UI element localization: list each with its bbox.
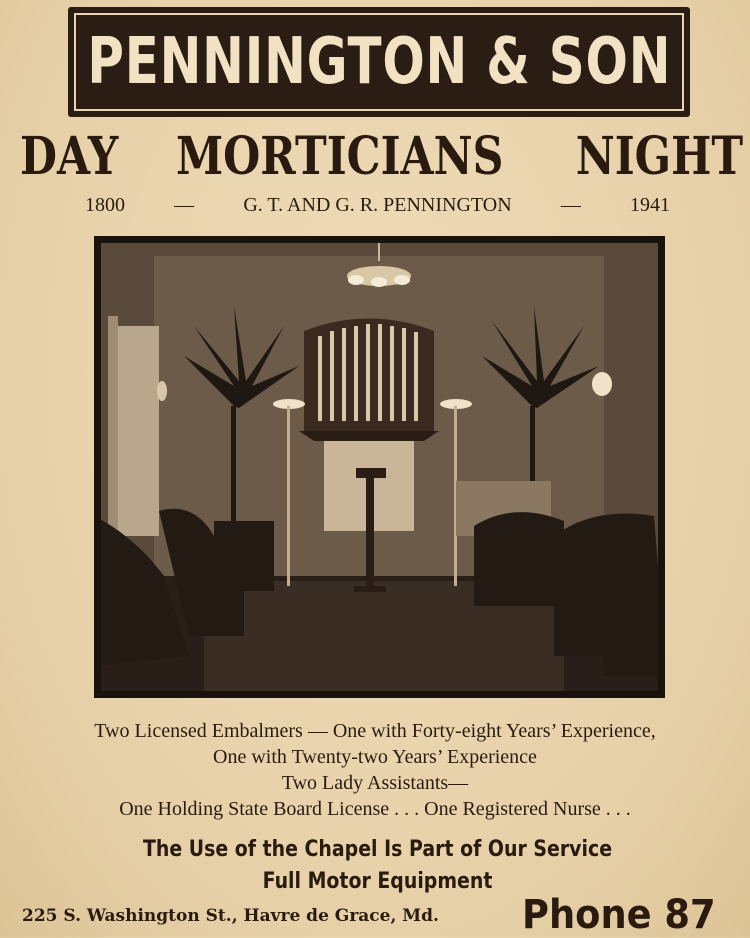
chapel-illustration <box>94 236 665 698</box>
wall-sconce-left-icon <box>157 381 167 401</box>
highlight-chapel: The Use of the Chapel Is Part of Our Service <box>142 837 613 862</box>
service-morticians: MORTICIANS <box>175 125 504 187</box>
services-row <box>20 125 744 187</box>
title-banner-frame <box>74 13 684 111</box>
window-blinds-left-icon <box>108 316 159 556</box>
year-start: 1800 <box>85 193 125 216</box>
dash-left: — <box>174 193 195 216</box>
detail-line: One Holding State Board License . . . One Registered Nurse . . . <box>119 798 631 820</box>
title-banner <box>68 7 690 117</box>
service-highlights <box>0 834 750 898</box>
street-address: 225 S. Washington St., Havre de Grace, Md. <box>22 906 439 926</box>
detail-line: Two Lady Assistants— <box>281 772 469 794</box>
year-end: 1941 <box>629 193 670 216</box>
years-row <box>85 192 670 218</box>
service-day: DAY <box>20 125 119 187</box>
proprietor-names: G. T. AND G. R. PENNINGTON <box>243 193 512 216</box>
staff-details <box>0 718 750 822</box>
phone-number: Phone 87 <box>522 892 716 938</box>
detail-line: Two Licensed Embalmers — One with Forty-eight Years’ Experience, <box>94 720 656 742</box>
highlight-motor: Full Motor Equipment <box>262 869 493 894</box>
wall-sconce-icon <box>592 372 612 396</box>
dash-right: — <box>560 193 581 216</box>
detail-line: One with Twenty-two Years’ Experience <box>213 746 537 768</box>
organ-pipes-icon <box>299 319 439 442</box>
business-name: PENNINGTON & SON <box>87 25 671 99</box>
chapel-interior-photo <box>94 236 665 698</box>
service-night: NIGHT <box>576 125 744 187</box>
